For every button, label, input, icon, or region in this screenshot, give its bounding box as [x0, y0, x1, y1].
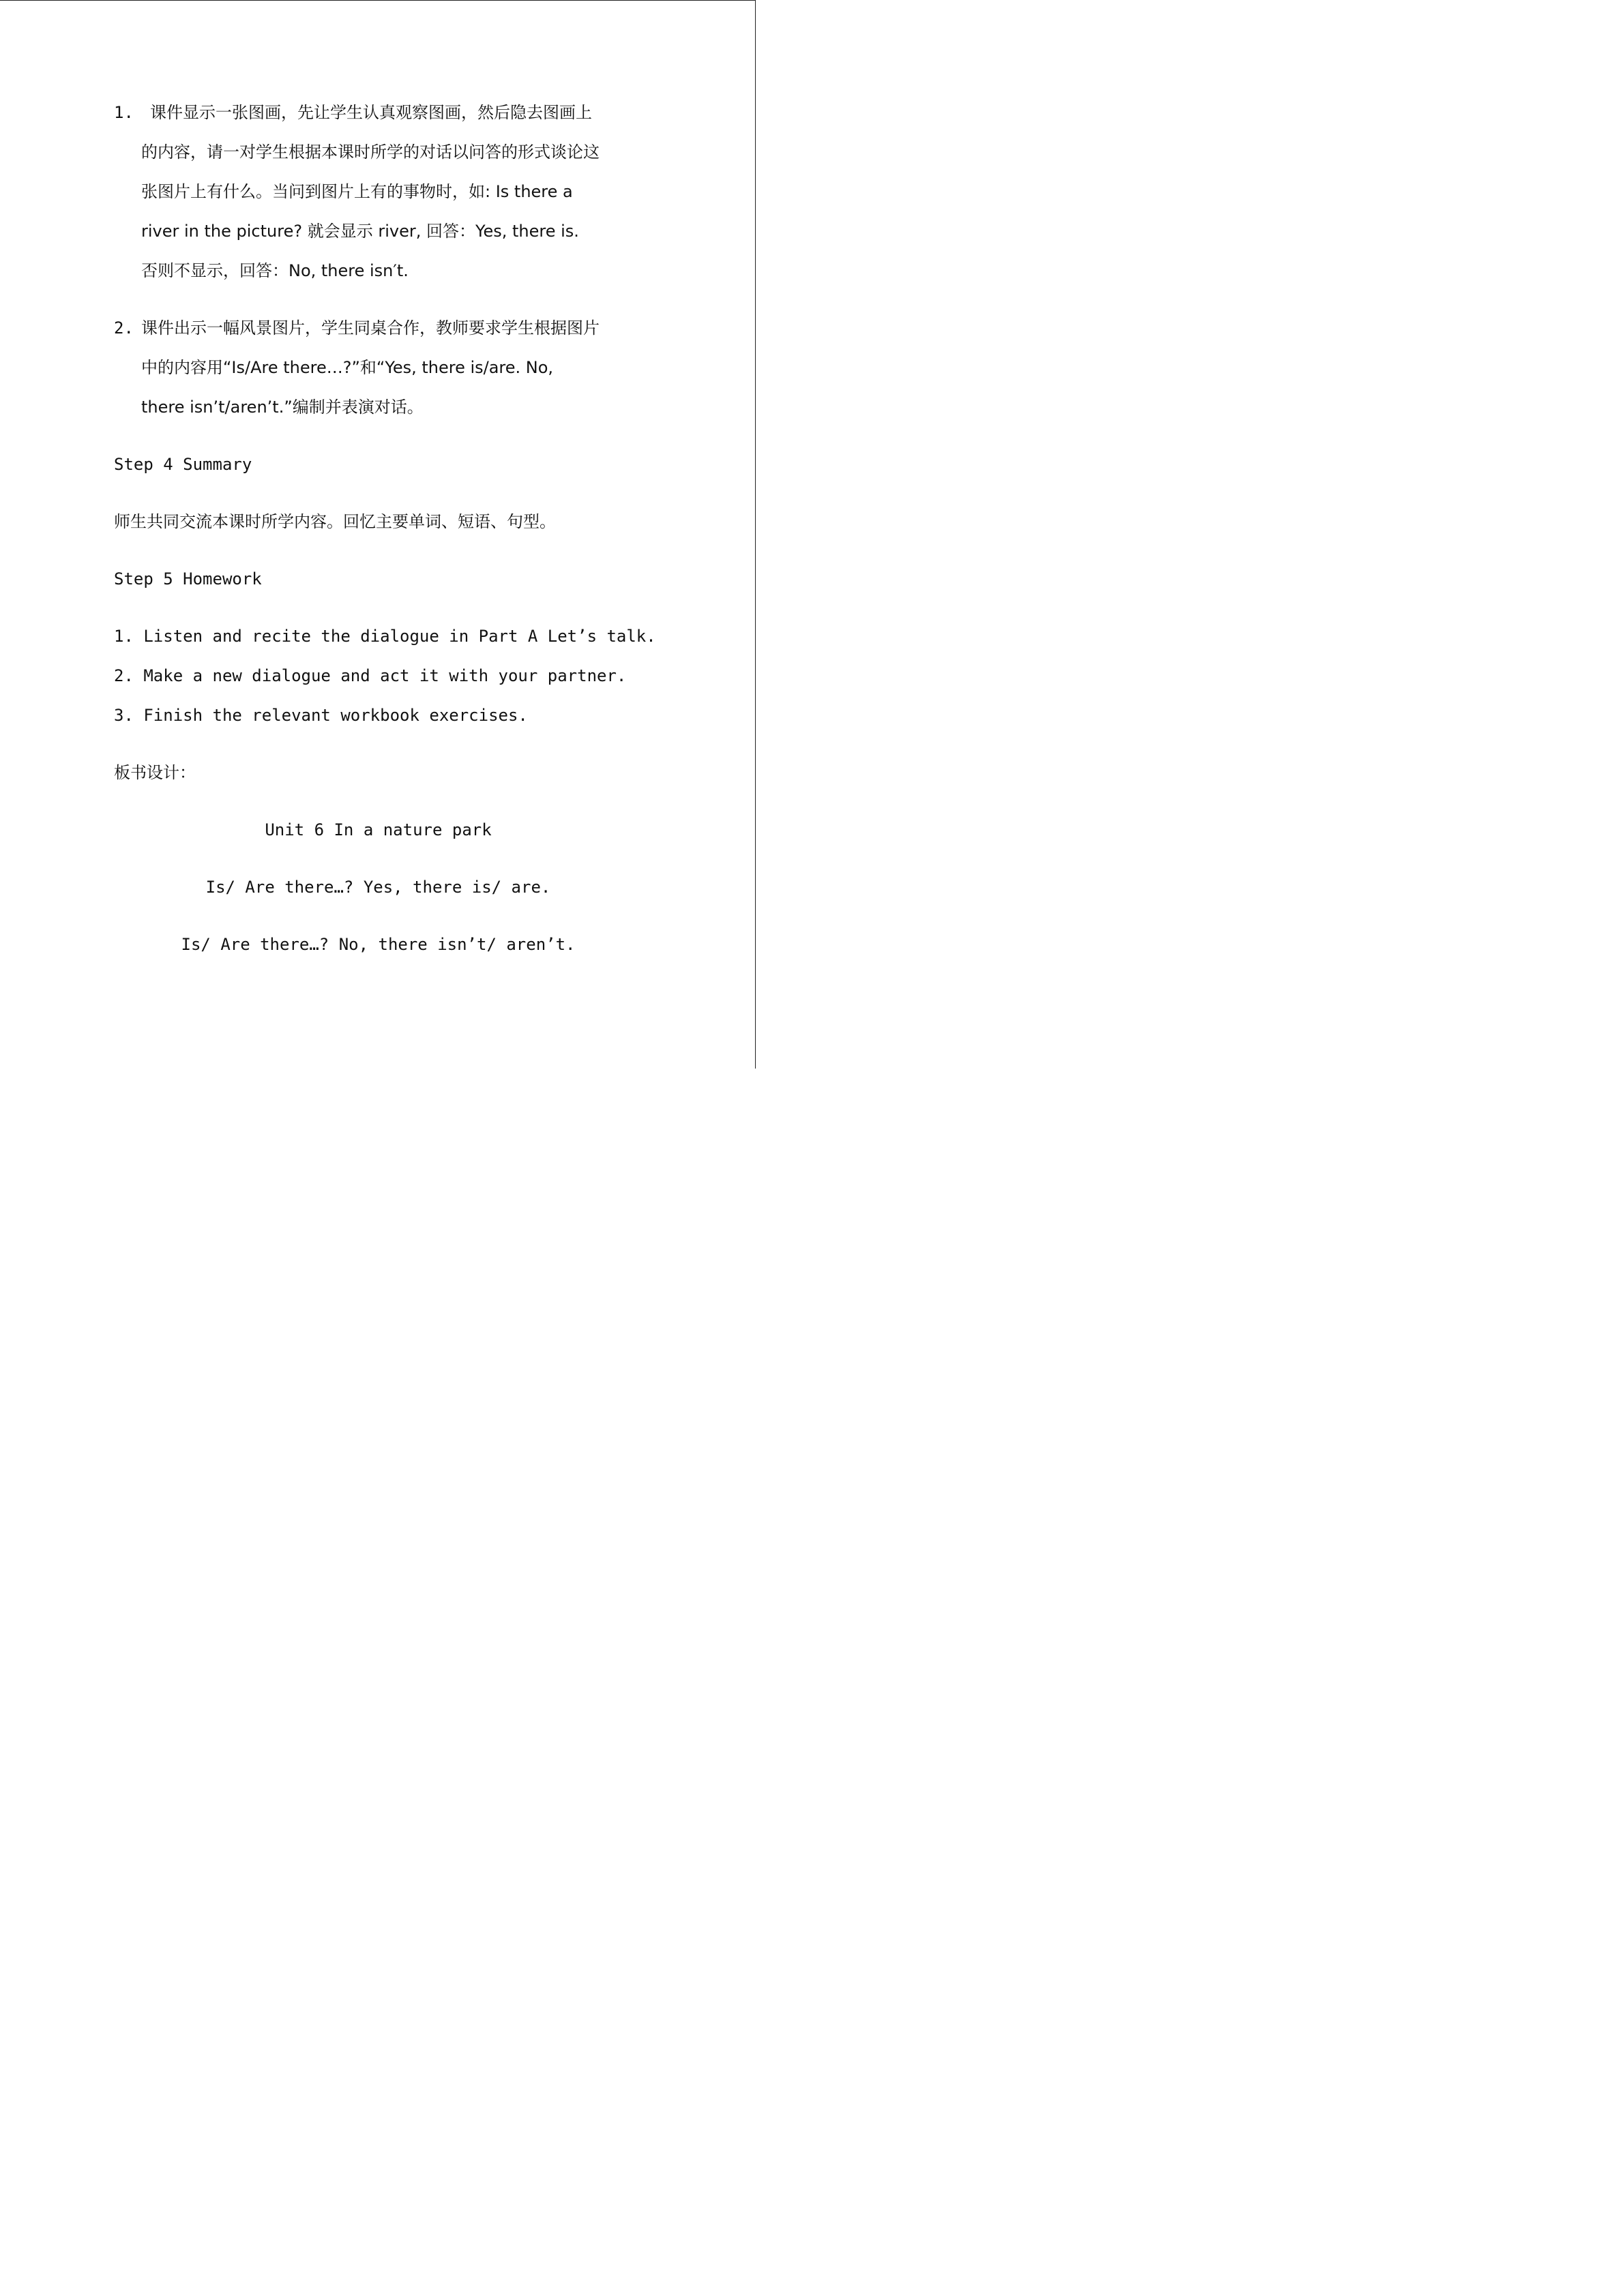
item-1-number: 1. — [114, 103, 134, 122]
homework-item-3: 3. Finish the relevant workbook exercises. — [114, 706, 528, 725]
item-1-line-5: 否则不显示，回答：No, there isn′t. — [141, 261, 409, 280]
board-title: Unit 6 In a nature park — [265, 820, 492, 839]
step-4-text: 师生共同交流本课时所学内容。回忆主要单词、短语、句型。 — [114, 512, 556, 531]
board-line-1: Is/ Are there…? Yes, there is/ are. — [205, 878, 551, 897]
homework-item-2: 2. Make a new dialogue and act it with your partner. — [114, 666, 627, 685]
item-2-line-3: there isn’t/aren’t.”编制并表演对话。 — [141, 398, 424, 417]
item-1-line-2: 的内容，请一对学生根据本课时所学的对话以问答的形式谈论这 — [141, 143, 600, 162]
homework-item-1: 1. Listen and recite the dialogue in Part A Let’s talk. — [114, 627, 656, 646]
document-page — [0, 0, 756, 1069]
step-5-heading: Step 5 Homework — [114, 569, 262, 588]
item-1-line-1: 课件显示一张图画，先让学生认真观察图画，然后隐去图画上 — [150, 103, 592, 122]
item-2-number: 2. — [114, 318, 134, 338]
step-4-heading: Step 4 Summary — [114, 455, 252, 474]
item-2-line-1: 课件出示一幅风景图片，学生同桌合作，教师要求学生根据图片 — [141, 318, 600, 338]
item-2-line-2: 中的内容用“Is/Are there…?”和“Yes, there is/are. No, — [141, 358, 554, 377]
board-line-2: Is/ Are there…? No, there isn’t/ aren’t. — [181, 935, 576, 954]
item-1-line-3: 张图片上有什么。当问到图片上有的事物时，如: Is there a — [141, 182, 573, 201]
item-1-line-4: river in the picture? 就会显示 river, 回答：Yes, there is. — [141, 222, 579, 241]
board-design-label: 板书设计： — [114, 763, 196, 782]
